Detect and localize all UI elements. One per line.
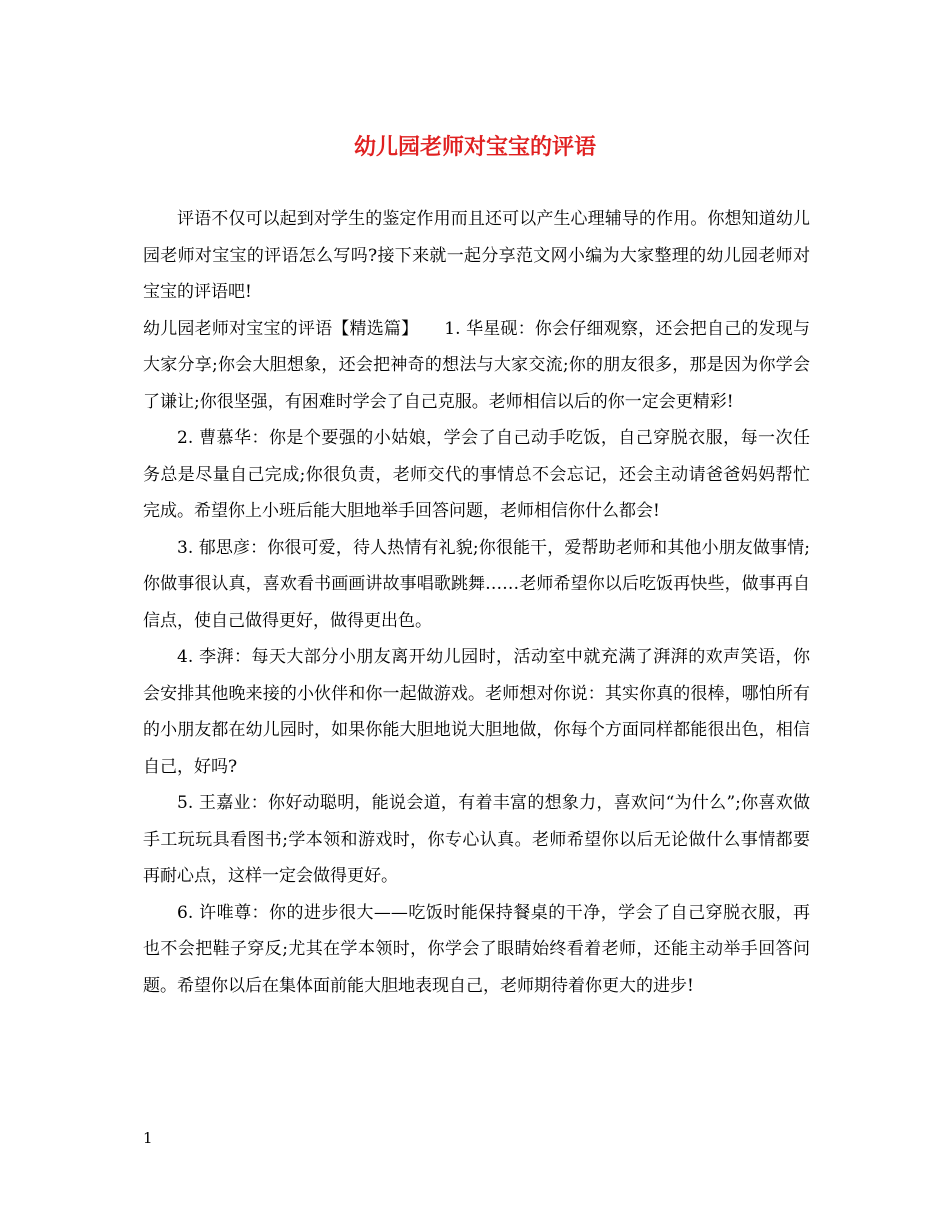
comment-3: 3. 郁思彦：你很可爱，待人热情有礼貌;你很能干，爱帮助老师和其他小朋友做事情;你做事很认真，喜欢看书画画讲故事唱歌跳舞……老师希望你以后吃饭再快些，做事再自信点，使自己做得更好，做得更出色。 — [143, 537, 810, 631]
document-title: 幼儿园老师对宝宝的评语 — [353, 134, 596, 160]
page-number: 1 — [143, 1129, 153, 1147]
comment-1: 1. 华星砚：你会仔细观察，还会把自己的发现与大家分享;你会大胆想象，还会把神奇的想法与大家交流;你的朋友很多，那是因为你学会了谦让;你很坚强，有困难时学会了自己克服。老师相信以后的你一定会更精彩! — [143, 318, 811, 412]
section-gap — [410, 319, 444, 339]
comment-5: 5. 王嘉业：你好动聪明，能说会道，有着丰富的想象力，喜欢问“为什么”;你喜欢做手工玩玩具看图书;学本领和游戏时，你专心认真。老师希望你以后无论做什么事情都要再耐心点，这样一定会做得更好。 — [143, 793, 810, 886]
document-body — [143, 201, 810, 1004]
section-paragraph — [143, 311, 810, 421]
comment-6: 6. 许唯尊：你的进步很大——吃饭时能保持餐桌的干净，学会了自己穿脱衣服，再也不会把鞋子穿反;尤其在学本领时，你学会了眼睛始终看着老师，还能主动举手回答问题。希望你以后在集体面前能大胆地表现自己，老师期待着你更大的进步! — [143, 902, 810, 996]
comment-2: 2. 曹慕华：你是个要强的小姑娘，学会了自己动手吃饭，自己穿脱衣服，每一次任务总是尽量自己完成;你很负责，老师交代的事情总不会忘记，还会主动请爸爸妈妈帮忙完成。希望你上小班后能大胆地举手回答问题，老师相信你什么都会! — [143, 428, 810, 521]
comment-4: 4. 李湃：每天大部分小朋友离开幼儿园时，活动室中就充满了湃湃的欢声笑语，你会安排其他晚来接的小伙伴和你一起做游戏。老师想对你说：其实你真的很棒，哪怕所有的小朋友都在幼儿园时，如果你能大胆地说大胆地做，你每个方面同样都能很出色，相信自己，好吗? — [143, 647, 810, 777]
intro-paragraph: 评语不仅可以起到对学生的鉴定作用而且还可以产生心理辅导的作用。你想知道幼儿园老师对宝宝的评语怎么写吗?接下来就一起分享范文网小编为大家整理的幼儿园老师对宝宝的评语吧! — [143, 209, 810, 302]
section-heading: 幼儿园老师对宝宝的评语【精选篇】 — [143, 318, 410, 339]
